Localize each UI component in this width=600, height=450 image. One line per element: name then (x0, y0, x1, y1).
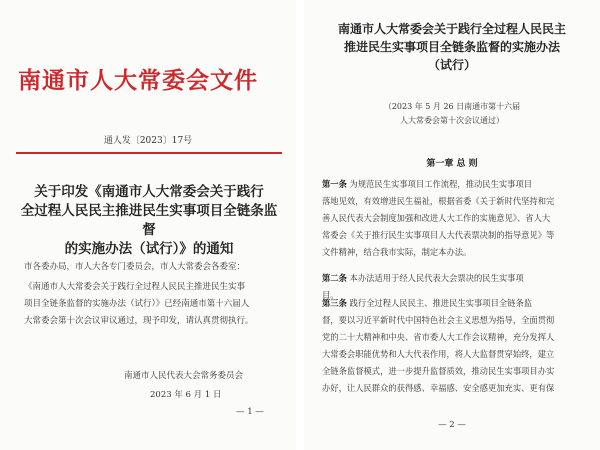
addressee-line: 市各委办局，市人大各专门委员会，市人大常委会各委室： (24, 262, 246, 272)
article-line: 目。 (322, 290, 339, 300)
body-line: 《南通市人大常委会关于践行全过程人民民主推进民生实事 (24, 282, 246, 292)
article-text: 践行全过程人民民主、推进民生实事项目全链条监 (346, 298, 533, 308)
notice-title-line: 全过程人民民主推进民生实事项目全链条监督 (20, 203, 278, 238)
chapter-heading: 第一章 总 则 (426, 159, 478, 169)
page-gutter (296, 0, 304, 450)
adoption-note-line: （2023 年 5 月 26 日南通市第十六届 (383, 102, 521, 111)
page-number: — 2 — (438, 420, 466, 430)
body-line: 大常委会第十次会议审议通过，现予印发，请认真贯彻执行。 (24, 316, 254, 326)
document-page-left (0, 0, 296, 450)
notice-title (20, 183, 278, 259)
article-line: 党的二十大精神和中央、省市委人大工作会议精神，充分发挥人 (322, 332, 555, 342)
article-text: 本办法适用于经人民代表大会票决的民生实事项 (346, 273, 524, 283)
document-header: 南通市人大常委会文件 (18, 67, 258, 94)
article-line (322, 270, 584, 287)
article-label: 第三条 (322, 298, 347, 308)
document-page-right (304, 0, 600, 450)
article-line: 大常委会职能优势和人大代表作用，将人大监督贯穿始终，建立 (322, 349, 555, 359)
issue-date: 2023 年 6 月 1 日 (150, 390, 222, 400)
article-line: 办好，让人民群众的获得感、幸福感、安全感更加充实、更有保 (322, 383, 555, 393)
article-line: 文件精神，结合我市实际，制定本办法。 (322, 247, 472, 257)
article-label: 第二条 (322, 273, 347, 283)
adoption-note (304, 100, 600, 128)
issuer-name: 南通市人民代表大会常务委员会 (124, 371, 244, 381)
regulation-title-line: （试行） (427, 58, 476, 72)
article-text: 为规范民生实事项目工作流程，推动民生实事项目 (346, 179, 533, 189)
article-line: 全链条监督模式，进一步提升监督质效，推动民生实事项目办实 (322, 366, 555, 376)
article-label: 第一条 (322, 179, 347, 189)
article-line: 常委会《关于推行民生实事项目人大代表票决制的指导意见》等 (322, 230, 555, 240)
article-line: 督，要以习近平新时代中国特色社会主义思想为指导，全面贯彻 (322, 315, 555, 325)
regulation-title-line: 南通市人大常委会关于践行全过程人民民主 (337, 22, 566, 36)
article-3 (322, 295, 584, 397)
adoption-note-line: 人大常委会第十次会议通过） (400, 116, 504, 125)
article-line: 落地见效，有效增进民生福祉，根据省委《关于新时代坚持和完 (322, 196, 555, 206)
page-number: — 1 — (236, 407, 264, 417)
body-line: 项目全链条监督的实施办法（试行）》已经南通市第十六届人 (24, 299, 250, 309)
regulation-title (304, 20, 600, 74)
notice-title-line: 关于印发《南通市人大常委会关于践行 (34, 184, 264, 200)
article-line (322, 295, 584, 312)
notice-title-line: 的实施办法（试行）》的通知 (64, 241, 234, 257)
article-1 (322, 176, 584, 261)
red-divider-line (16, 152, 282, 154)
article-line (322, 176, 584, 193)
article-line: 善人民代表大会制度加强和改进人大工作的实施意见》、省人大 (322, 213, 551, 223)
notice-body (24, 279, 282, 330)
document-number: 通人发〔2023〕17号 (103, 136, 193, 146)
regulation-title-line: 推进民生实事项目全链条监督的实施办法 (343, 40, 560, 54)
